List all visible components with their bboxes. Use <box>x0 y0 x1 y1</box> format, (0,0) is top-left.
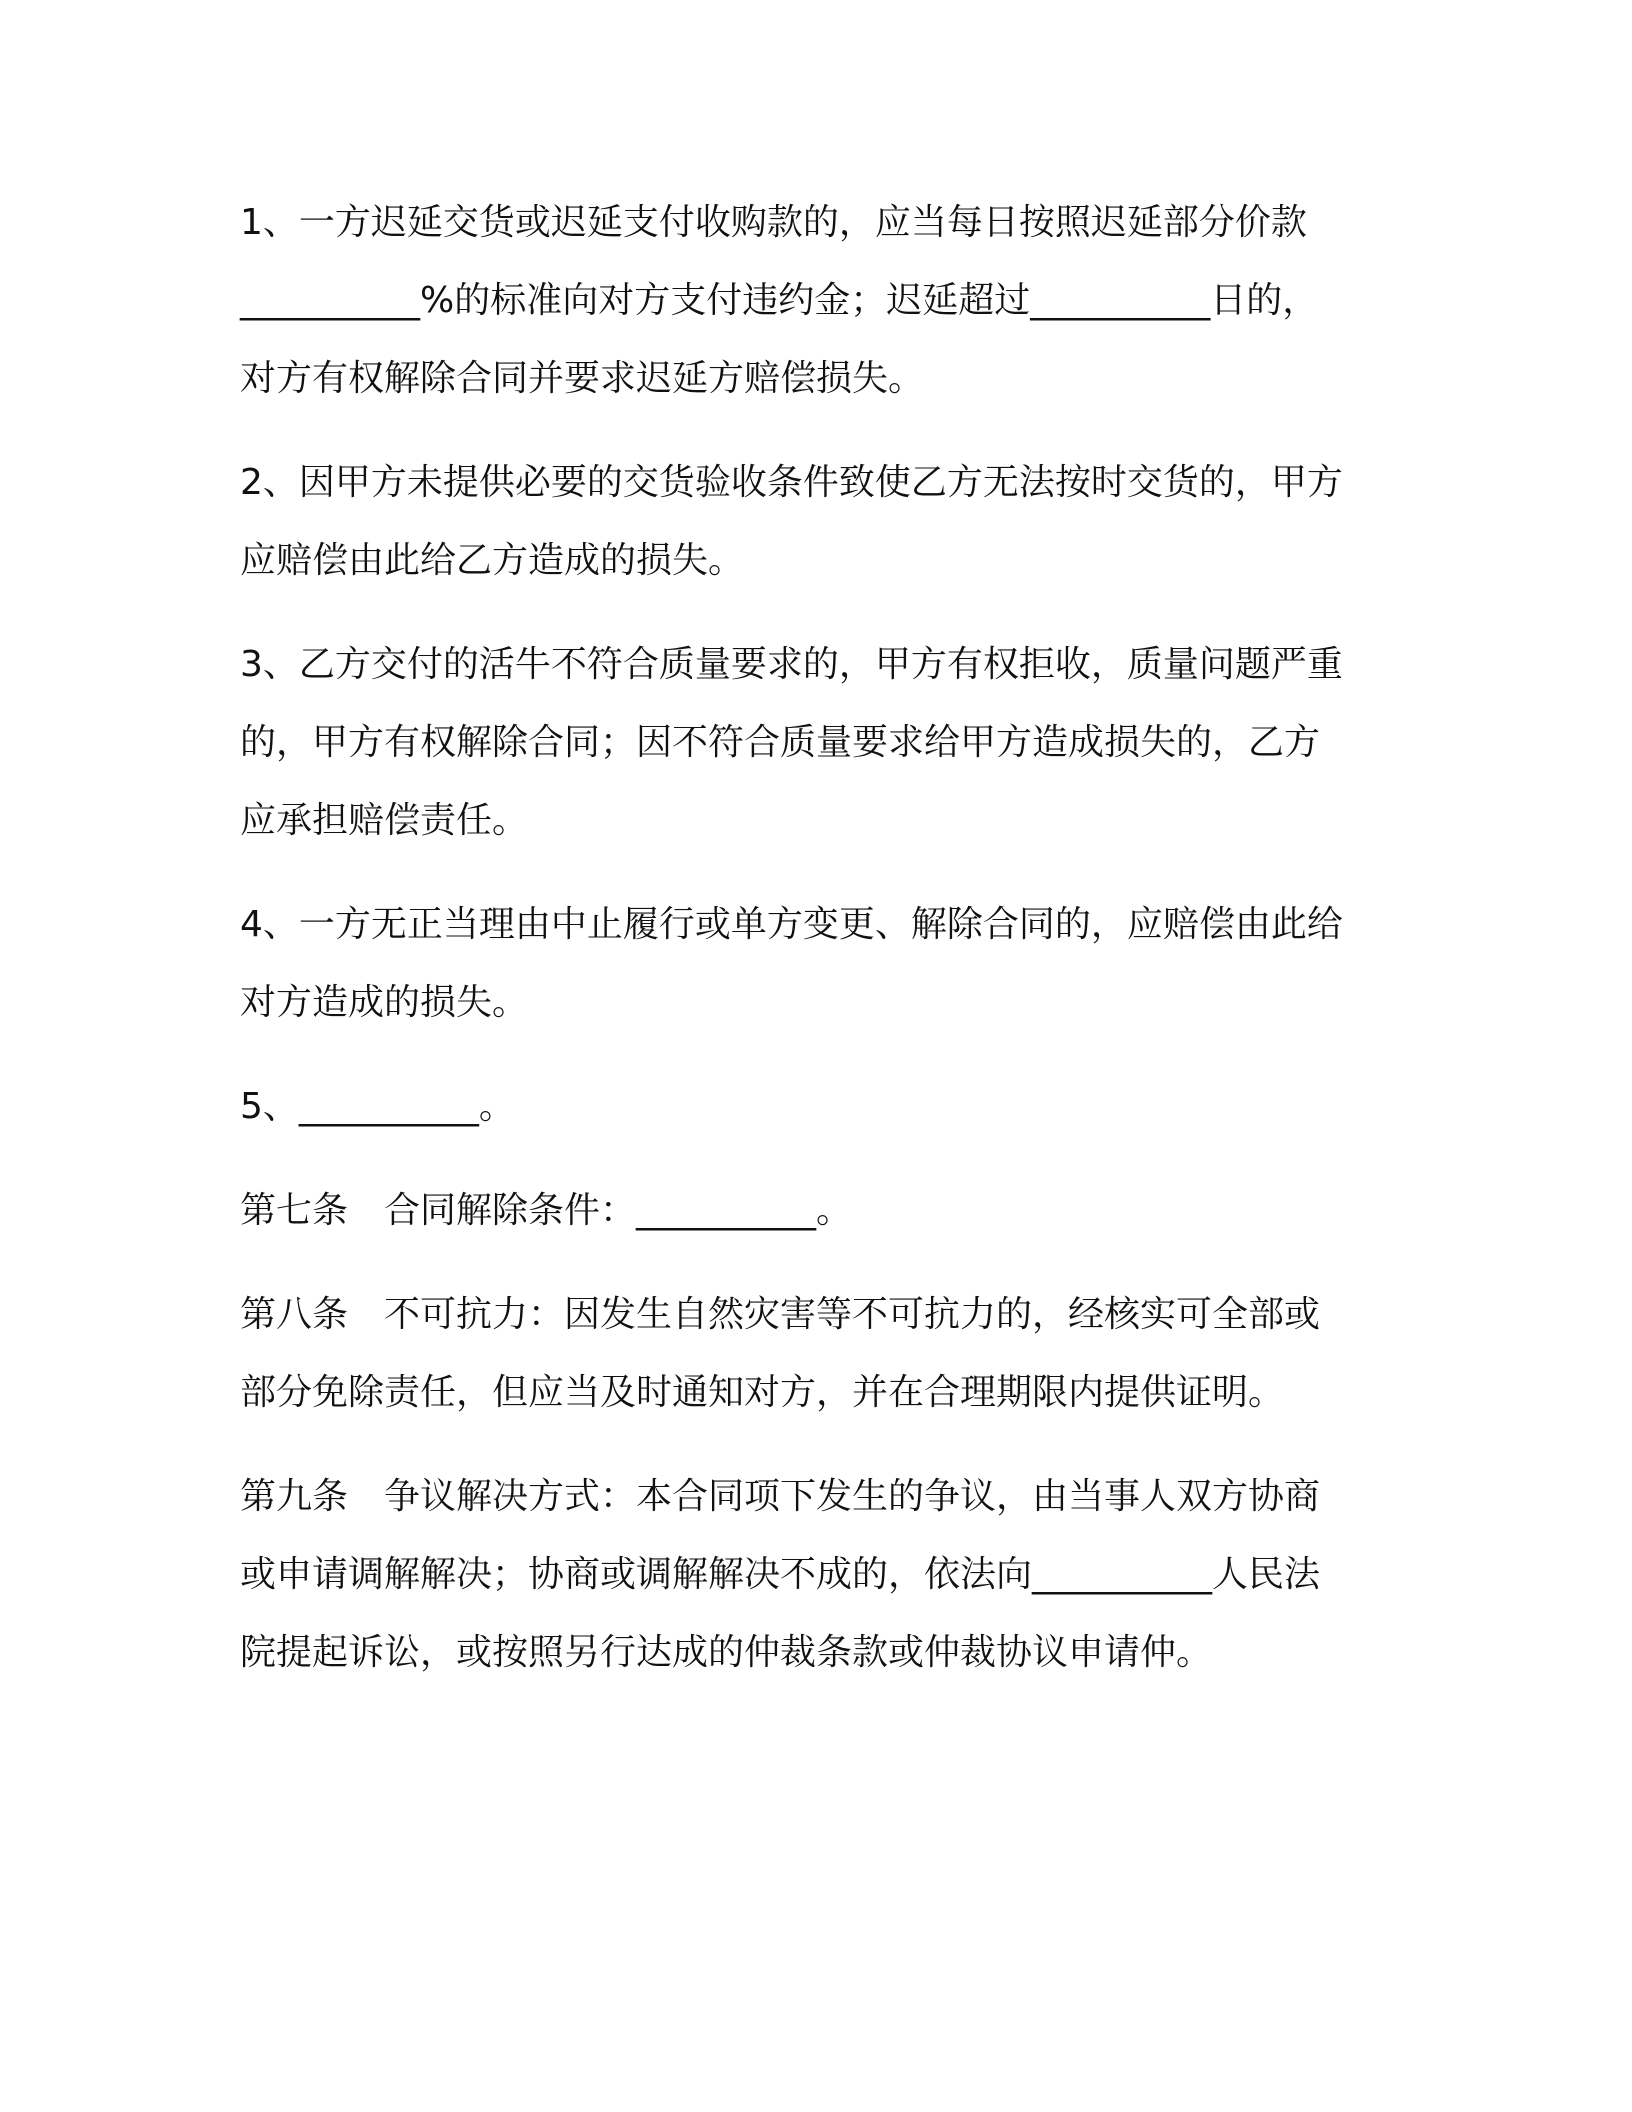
clause-liability-2 <box>240 444 1390 600</box>
text-line: 部分免除责任，但应当及时通知对方，并在合理期限内提供证明。 <box>240 1372 1285 1413</box>
clause-liability-1 <box>240 184 1390 418</box>
text-line: 或申请调解解决；协商或调解解决不成的，依法向__________人民法 <box>240 1554 1321 1595</box>
text-line: 第九条 争议解决方式：本合同项下发生的争议，由当事人双方协商 <box>240 1476 1321 1517</box>
clause-liability-3 <box>240 626 1390 860</box>
text-line: 2、因甲方未提供必要的交货验收条件致使乙方无法按时交货的，甲方 <box>240 462 1343 503</box>
text-line: __________%的标准向对方支付违约金；迟延超过__________日的， <box>240 280 1319 321</box>
text-line: 4、一方无正当理由中止履行或单方变更、解除合同的，应赔偿由此给 <box>240 904 1343 945</box>
document-body <box>240 184 1390 1718</box>
text-line: 第八条 不可抗力：因发生自然灾害等不可抗力的，经核实可全部或 <box>240 1294 1321 1335</box>
text-line: 第七条 合同解除条件：__________。 <box>240 1190 853 1231</box>
text-line: 的，甲方有权解除合同；因不符合质量要求给甲方造成损失的，乙方 <box>240 722 1321 763</box>
article-7-termination <box>240 1172 1390 1250</box>
text-line: 应赔偿由此给乙方造成的损失。 <box>240 540 745 581</box>
text-line: 1、一方迟延交货或迟延支付收购款的，应当每日按照迟延部分价款 <box>240 202 1307 243</box>
text-line: 院提起诉讼，或按照另行达成的仲裁条款或仲裁协议申请仲。 <box>240 1632 1213 1673</box>
text-line: 对方造成的损失。 <box>240 982 529 1023</box>
text-line: 3、乙方交付的活牛不符合质量要求的，甲方有权拒收，质量问题严重 <box>240 644 1343 685</box>
clause-liability-5 <box>240 1068 1390 1146</box>
text-line: 5、__________。 <box>240 1086 515 1127</box>
text-line: 应承担赔偿责任。 <box>240 800 529 841</box>
clause-liability-4 <box>240 886 1390 1042</box>
text-line: 对方有权解除合同并要求迟延方赔偿损失。 <box>240 358 925 399</box>
article-9-dispute-resolution <box>240 1458 1390 1692</box>
article-8-force-majeure <box>240 1276 1390 1432</box>
